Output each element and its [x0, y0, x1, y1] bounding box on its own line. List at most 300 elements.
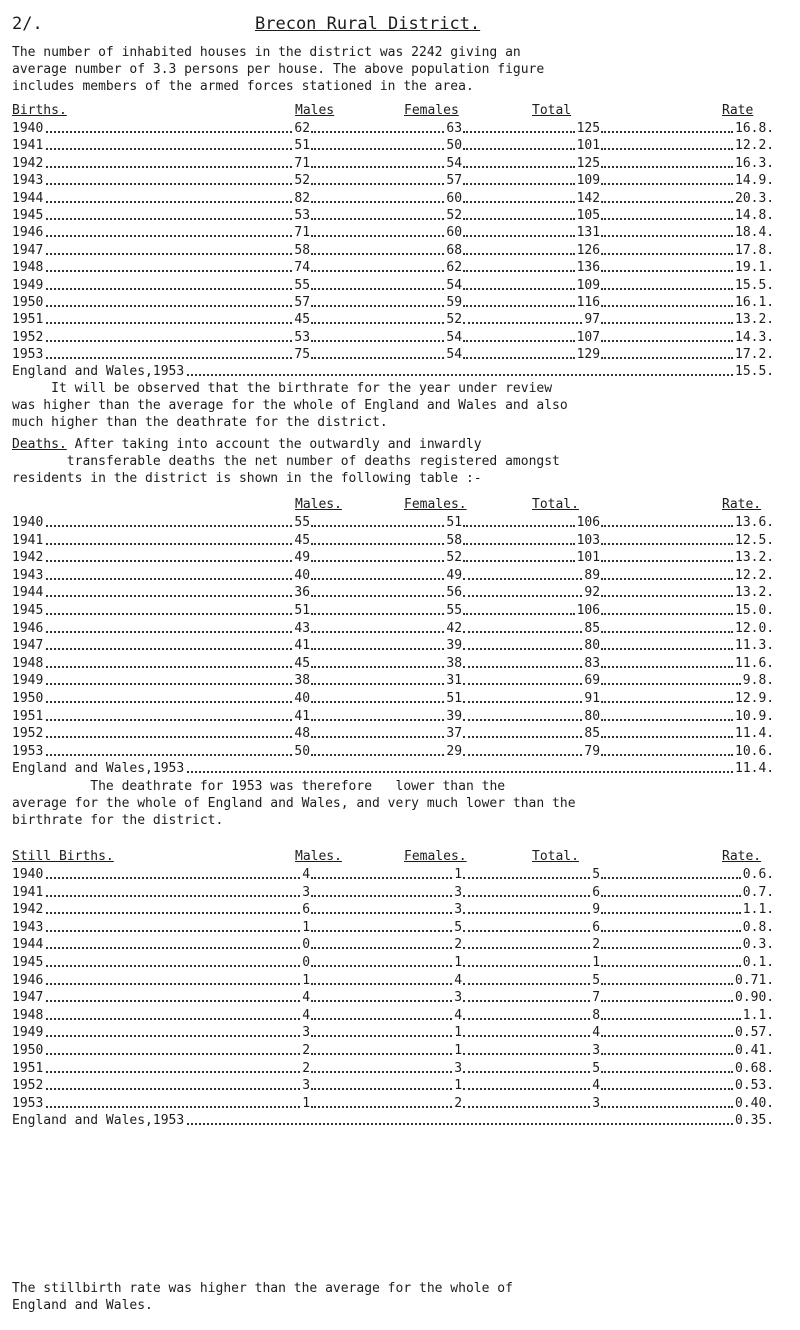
table-row: [12, 884, 792, 902]
dot-leader: [46, 207, 292, 220]
dot-leader: [463, 672, 582, 685]
dot-leader: [46, 277, 292, 290]
rate-cell: 12.9.: [735, 690, 775, 706]
females-cell: 38: [446, 655, 463, 671]
dot-leader: [601, 549, 733, 562]
deaths-table: [12, 496, 792, 778]
dot-leader: [311, 919, 452, 932]
males-cell: 40: [294, 567, 311, 583]
dot-leader: [463, 346, 575, 359]
dot-leader: [46, 972, 300, 985]
dot-leader: [601, 1077, 733, 1090]
dot-leader: [46, 242, 292, 255]
table-row: [12, 207, 792, 224]
rate-cell: 12.2.: [735, 138, 775, 154]
dot-leader: [46, 155, 292, 168]
females-cell: 3: [454, 1060, 463, 1076]
year-cell: 1942: [12, 902, 44, 918]
table-row: [12, 637, 792, 655]
males-cell: 40: [294, 690, 311, 706]
dot-leader: [46, 672, 292, 685]
column-header: Females.: [404, 849, 467, 864]
total-cell: 131: [576, 225, 601, 241]
dot-leader: [187, 760, 733, 773]
column-header: Females: [404, 103, 459, 118]
dot-leader: [311, 224, 444, 237]
total-cell: 101: [576, 138, 601, 154]
dot-leader: [46, 708, 292, 721]
dot-leader: [311, 207, 444, 220]
males-cell: 1: [302, 972, 311, 988]
dot-leader: [463, 1077, 590, 1090]
dot-leader: [463, 1095, 590, 1108]
dot-leader: [463, 137, 575, 150]
table-row: [12, 655, 792, 673]
year-cell: 1942: [12, 155, 44, 171]
dot-leader: [463, 1007, 590, 1020]
dot-leader: [46, 532, 292, 545]
females-cell: 3: [454, 884, 463, 900]
total-cell: 4: [592, 1078, 601, 1094]
females-cell: 57: [446, 173, 463, 189]
year-cell: 1947: [12, 638, 44, 654]
total-cell: 3: [592, 1095, 601, 1111]
males-cell: 52: [294, 173, 311, 189]
year-cell: 1948: [12, 655, 44, 671]
males-cell: 45: [294, 312, 311, 328]
females-cell: 54: [446, 347, 463, 363]
table-row: [12, 172, 792, 189]
dot-leader: [46, 190, 292, 203]
females-cell: 52: [446, 207, 463, 223]
dot-leader: [601, 120, 733, 133]
dot-leader: [601, 1007, 741, 1020]
dot-leader: [601, 346, 733, 359]
dot-leader: [46, 329, 292, 342]
rate-cell: 1.1.: [742, 902, 775, 918]
females-cell: 51: [446, 690, 463, 706]
dot-leader: [601, 919, 741, 932]
total-cell: 125: [576, 155, 601, 171]
dot-leader: [601, 972, 733, 985]
dot-leader: [311, 1095, 452, 1108]
column-header: Rate: [722, 103, 754, 118]
rate-cell: 13.6.: [735, 515, 775, 530]
year-cell: 1951: [12, 708, 44, 724]
dot-leader: [311, 901, 452, 914]
males-cell: 1: [302, 1095, 311, 1111]
england-wales-label: England and Wales,1953: [12, 761, 185, 777]
females-cell: 1: [454, 1025, 463, 1041]
dot-leader: [601, 311, 733, 324]
dot-leader: [311, 708, 444, 721]
dot-leader: [46, 514, 292, 527]
column-header: Males.: [295, 497, 342, 512]
dot-leader: [601, 690, 733, 703]
column-header: Total.: [532, 497, 579, 512]
dot-leader: [46, 901, 300, 914]
total-cell: 125: [576, 121, 601, 136]
table-row: [12, 901, 792, 919]
rate-cell: 0.3.: [742, 937, 775, 953]
females-cell: 62: [446, 260, 463, 276]
year-cell: 1950: [12, 1042, 44, 1058]
table-row: [12, 190, 792, 207]
total-cell: 9: [592, 902, 601, 918]
total-cell: 5: [592, 1060, 601, 1076]
females-cell: 31: [446, 673, 463, 689]
total-cell: 89: [584, 567, 601, 583]
year-cell: 1946: [12, 620, 44, 636]
page-header: [0, 8, 800, 38]
dot-leader: [311, 620, 444, 633]
dot-leader: [463, 532, 575, 545]
year-cell: 1953: [12, 347, 44, 363]
dot-leader: [46, 989, 300, 1002]
dot-leader: [187, 363, 733, 376]
dot-leader: [46, 936, 300, 949]
dot-leader: [601, 1095, 733, 1108]
dot-leader: [463, 172, 575, 185]
males-cell: 53: [294, 207, 311, 223]
rate-cell: 13.2.: [735, 550, 775, 566]
males-cell: 62: [294, 121, 311, 136]
dot-leader: [463, 224, 575, 237]
dot-leader: [311, 532, 444, 545]
rate-cell: 0.41.: [735, 1042, 775, 1058]
column-header: Rate.: [722, 497, 762, 512]
total-cell: 79: [584, 743, 601, 759]
males-cell: 51: [294, 138, 311, 154]
males-cell: 4: [302, 867, 311, 882]
births-table: [12, 102, 792, 381]
dot-leader: [311, 190, 444, 203]
year-cell: 1940: [12, 515, 44, 530]
total-cell: 129: [576, 347, 601, 363]
total-cell: 101: [576, 550, 601, 566]
dot-leader: [46, 1007, 300, 1020]
year-cell: 1950: [12, 690, 44, 706]
year-cell: 1953: [12, 743, 44, 759]
table-row: [12, 584, 792, 602]
dot-leader: [46, 866, 300, 879]
dot-leader: [311, 1024, 452, 1037]
dot-leader: [46, 294, 292, 307]
dot-leader: [463, 549, 575, 562]
dot-leader: [601, 743, 733, 756]
dot-leader: [601, 602, 733, 615]
males-cell: 2: [302, 1042, 311, 1058]
females-cell: 54: [446, 329, 463, 345]
females-cell: 54: [446, 155, 463, 171]
dot-leader: [46, 311, 292, 324]
dot-leader: [46, 549, 292, 562]
males-cell: 3: [302, 884, 311, 900]
dot-leader: [601, 172, 733, 185]
rate-cell: 0.7.: [742, 884, 775, 900]
dot-leader: [463, 954, 590, 967]
dot-leader: [311, 120, 444, 133]
rate-cell: 0.1.: [742, 954, 775, 970]
dot-leader: [463, 294, 575, 307]
year-cell: 1942: [12, 550, 44, 566]
males-cell: 49: [294, 550, 311, 566]
dot-leader: [46, 172, 292, 185]
dot-leader: [311, 672, 444, 685]
dot-leader: [601, 884, 741, 897]
dot-leader: [463, 242, 575, 255]
females-cell: 39: [446, 708, 463, 724]
dot-leader: [311, 567, 444, 580]
dot-leader: [46, 1077, 300, 1090]
table-row: [12, 743, 792, 761]
females-cell: 51: [446, 515, 463, 530]
deaths-commentary: The deathrate for 1953 was therefore lower than the average for the whole of England and Wales, and very much lower than the birthrate for the district.: [12, 779, 576, 828]
england-wales-row: [12, 760, 792, 778]
total-cell: 106: [576, 602, 601, 618]
males-cell: 58: [294, 242, 311, 258]
dot-leader: [463, 708, 582, 721]
table-row: [12, 259, 792, 276]
dot-leader: [311, 346, 444, 359]
dot-leader: [463, 155, 575, 168]
table-row: [12, 277, 792, 294]
dot-leader: [311, 936, 452, 949]
males-cell: 51: [294, 602, 311, 618]
females-cell: 56: [446, 585, 463, 601]
males-cell: 55: [294, 515, 311, 530]
rate-cell: 17.2.: [735, 347, 775, 363]
table-row: [12, 224, 792, 241]
dot-leader: [311, 277, 444, 290]
females-cell: 37: [446, 726, 463, 742]
females-cell: 42: [446, 620, 463, 636]
males-cell: 45: [294, 655, 311, 671]
dot-leader: [601, 725, 733, 738]
year-cell: 1946: [12, 225, 44, 241]
total-cell: 5: [592, 972, 601, 988]
year-cell: 1949: [12, 277, 44, 293]
total-cell: 83: [584, 655, 601, 671]
dot-leader: [601, 155, 733, 168]
rate-cell: 10.6.: [735, 743, 775, 759]
dot-leader: [46, 1060, 300, 1073]
total-cell: 8: [592, 1007, 601, 1023]
dot-leader: [463, 866, 590, 879]
dot-leader: [46, 954, 300, 967]
england-wales-label: England and Wales,1953: [12, 364, 185, 380]
total-cell: 105: [576, 207, 601, 223]
dot-leader: [463, 1042, 590, 1055]
year-cell: 1947: [12, 990, 44, 1006]
females-cell: 68: [446, 242, 463, 258]
table-heading: Still Births.: [12, 849, 114, 864]
dot-leader: [463, 329, 575, 342]
males-cell: 1: [302, 919, 311, 935]
dot-leader: [601, 866, 741, 879]
total-cell: 85: [584, 620, 601, 636]
page-number: 2/.: [12, 14, 43, 34]
table-row: [12, 690, 792, 708]
table-row: [12, 346, 792, 363]
dot-leader: [311, 690, 444, 703]
females-cell: 4: [454, 972, 463, 988]
dot-leader: [46, 346, 292, 359]
year-cell: 1944: [12, 190, 44, 206]
dot-leader: [601, 1024, 733, 1037]
dot-leader: [311, 866, 452, 879]
dot-leader: [463, 690, 582, 703]
total-cell: 6: [592, 919, 601, 935]
year-cell: 1944: [12, 937, 44, 953]
dot-leader: [311, 884, 452, 897]
dot-leader: [463, 311, 582, 324]
year-cell: 1947: [12, 242, 44, 258]
rate-cell: 0.68.: [735, 1060, 775, 1076]
males-cell: 38: [294, 673, 311, 689]
rate-cell: 10.9.: [735, 708, 775, 724]
males-cell: 45: [294, 532, 311, 548]
dot-leader: [463, 637, 582, 650]
dot-leader: [463, 120, 575, 133]
table-row: [12, 972, 792, 990]
rate-cell: 11.6.: [735, 655, 775, 671]
column-header: Males.: [295, 849, 342, 864]
males-cell: 43: [294, 620, 311, 636]
table-row: [12, 1007, 792, 1025]
total-cell: 103: [576, 532, 601, 548]
dot-leader: [463, 901, 590, 914]
column-header: Total: [532, 103, 572, 118]
dot-leader: [463, 972, 590, 985]
year-cell: 1949: [12, 1025, 44, 1041]
males-cell: 71: [294, 225, 311, 241]
dot-leader: [46, 620, 292, 633]
page-title: Brecon Rural District.: [255, 14, 481, 34]
table-row: [12, 1060, 792, 1078]
males-cell: 41: [294, 638, 311, 654]
dot-leader: [311, 1077, 452, 1090]
year-cell: 1945: [12, 207, 44, 223]
total-cell: 2: [592, 937, 601, 953]
dot-leader: [46, 1024, 300, 1037]
rate-cell: 14.9.: [735, 173, 775, 189]
dot-leader: [46, 584, 292, 597]
table-row: [12, 311, 792, 328]
dot-leader: [311, 311, 444, 324]
rate-cell: 1.1.: [742, 1007, 775, 1023]
dot-leader: [311, 329, 444, 342]
total-cell: 92: [584, 585, 601, 601]
year-cell: 1950: [12, 294, 44, 310]
dot-leader: [46, 120, 292, 133]
males-cell: 75: [294, 347, 311, 363]
deaths-intro: [12, 436, 792, 487]
total-cell: 109: [576, 173, 601, 189]
stillbirth-commentary: The stillbirth rate was higher than the average for the whole of England and Wales.: [12, 1281, 513, 1313]
dot-leader: [311, 1007, 452, 1020]
females-cell: 1: [454, 1042, 463, 1058]
deaths-intro-text: After taking into account the outwardly and inwardly transferable deaths the net number of deaths registered amongst residents in the district is shown in the following table :-: [12, 437, 560, 486]
males-cell: 3: [302, 1025, 311, 1041]
dot-leader: [463, 655, 582, 668]
females-cell: 1: [454, 1078, 463, 1094]
males-cell: 4: [302, 1007, 311, 1023]
dot-leader: [311, 972, 452, 985]
rate-cell: 0.6.: [742, 867, 775, 882]
dot-leader: [463, 989, 590, 1002]
females-cell: 3: [454, 990, 463, 1006]
males-cell: 41: [294, 708, 311, 724]
table-row: [12, 620, 792, 638]
dot-leader: [463, 190, 575, 203]
rate-cell: 12.5.: [735, 532, 775, 548]
total-cell: 85: [584, 726, 601, 742]
england-wales-rate: 11.4.: [735, 761, 775, 777]
rate-cell: 14.8.: [735, 207, 775, 223]
females-cell: 50: [446, 138, 463, 154]
total-cell: 107: [576, 329, 601, 345]
table-row: [12, 708, 792, 726]
total-cell: 5: [592, 867, 601, 882]
dot-leader: [463, 620, 582, 633]
dot-leader: [601, 242, 733, 255]
rate-cell: 0.71.: [735, 972, 775, 988]
dot-leader: [463, 936, 590, 949]
year-cell: 1953: [12, 1095, 44, 1111]
rate-cell: 11.3.: [735, 638, 775, 654]
dot-leader: [46, 1042, 300, 1055]
dot-leader: [601, 672, 741, 685]
dot-leader: [601, 259, 733, 272]
total-cell: 4: [592, 1025, 601, 1041]
table-row: [12, 672, 792, 690]
females-cell: 4: [454, 1007, 463, 1023]
rate-cell: 15.0.: [735, 602, 775, 618]
females-cell: 59: [446, 294, 463, 310]
dot-leader: [311, 242, 444, 255]
total-cell: 6: [592, 884, 601, 900]
total-cell: 109: [576, 277, 601, 293]
dot-leader: [601, 989, 733, 1002]
dot-leader: [463, 919, 590, 932]
table-header-row: [12, 848, 792, 866]
dot-leader: [311, 989, 452, 1002]
table-row: [12, 1042, 792, 1060]
dot-leader: [46, 1095, 300, 1108]
column-header: Females.: [404, 497, 467, 512]
table-row: [12, 549, 792, 567]
dot-leader: [601, 637, 733, 650]
table-row: [12, 602, 792, 620]
total-cell: 126: [576, 242, 601, 258]
dot-leader: [46, 884, 300, 897]
dot-leader: [311, 655, 444, 668]
dot-leader: [311, 954, 452, 967]
dot-leader: [463, 725, 582, 738]
females-cell: 1: [454, 954, 463, 970]
year-cell: 1952: [12, 726, 44, 742]
females-cell: 5: [454, 919, 463, 935]
rate-cell: 13.2.: [735, 585, 775, 601]
england-wales-label: England and Wales,1953: [12, 1113, 185, 1129]
males-cell: 50: [294, 743, 311, 759]
rate-cell: 0.40.: [735, 1095, 775, 1111]
table-row: [12, 725, 792, 743]
year-cell: 1944: [12, 585, 44, 601]
rate-cell: 15.5.: [735, 277, 775, 293]
england-wales-row: [12, 1112, 792, 1130]
